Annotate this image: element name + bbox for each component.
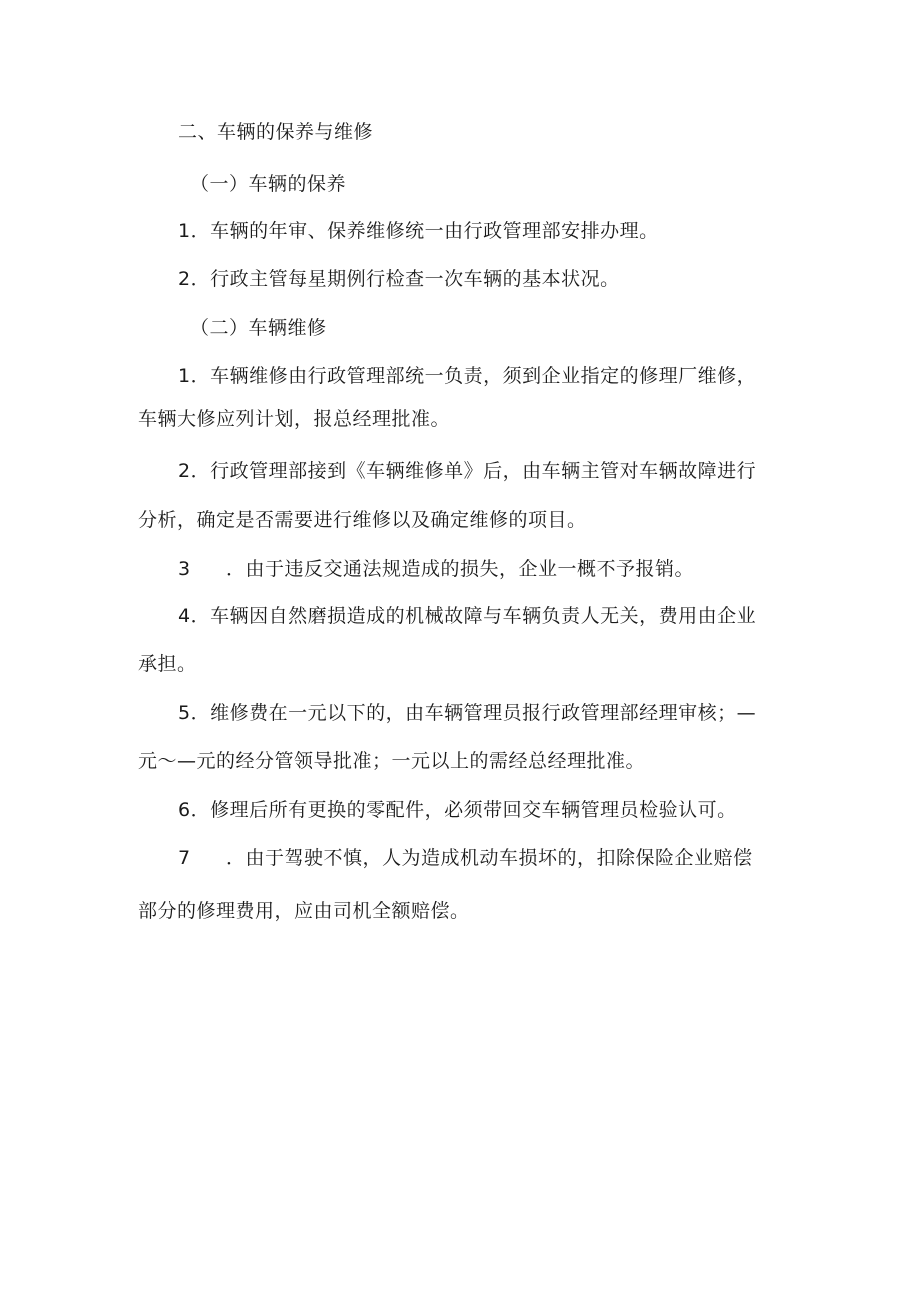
repair-item-3 (178, 556, 694, 582)
repair-item-3-text: ．由于违反交通法规造成的损失，企业一概不予报销。 (226, 558, 695, 580)
repair-item-4-line-2: 承担。 (138, 653, 197, 675)
subsection-title-maintenance: （一）车辆的保养 (190, 173, 347, 195)
repair-item-7-line-1 (178, 845, 753, 871)
repair-item-2-line-1: 2．行政管理部接到《车辆维修单》后，由车辆主管对车辆故障进行 (178, 460, 757, 482)
repair-item-6: 6．修理后所有更换的零配件，必须带回交车辆管理员检验认可。 (178, 799, 737, 821)
repair-item-3-number: 3 (178, 558, 191, 580)
repair-item-4-line-1: 4．车辆因自然磨损造成的机械故障与车辆负责人无关，费用由企业 (178, 605, 757, 627)
repair-item-7-number: 7 (178, 847, 191, 869)
maintenance-item-1: 1．车辆的年审、保养维修统一由行政管理部安排办理。 (178, 220, 659, 242)
maintenance-item-2: 2．行政主管每星期例行检查一次车辆的基本状况。 (178, 268, 620, 290)
section-title: 二、车辆的保养与维修 (178, 121, 374, 143)
repair-item-5-line-1: 5．维修费在一元以下的，由车辆管理员报行政管理部经理审核；— (178, 702, 757, 724)
repair-item-1-line-1: 1．车辆维修由行政管理部统一负责，须到企业指定的修理厂维修， (178, 365, 757, 387)
subsection-title-repair: （二）车辆维修 (190, 317, 327, 339)
repair-item-2-line-2: 分析，确定是否需要进行维修以及确定维修的项目。 (138, 509, 587, 531)
repair-item-7-text: ．由于驾驶不慎，人为造成机动车损坏的，扣除保险企业赔偿 (226, 847, 753, 869)
repair-item-7-line-2: 部分的修理费用，应由司机全额赔偿。 (138, 900, 470, 922)
repair-item-1-line-2: 车辆大修应列计划，报总经理批准。 (138, 408, 451, 430)
repair-item-5-line-2: 元～—元的经分管领导批准；一元以上的需经总经理批准。 (138, 750, 646, 772)
